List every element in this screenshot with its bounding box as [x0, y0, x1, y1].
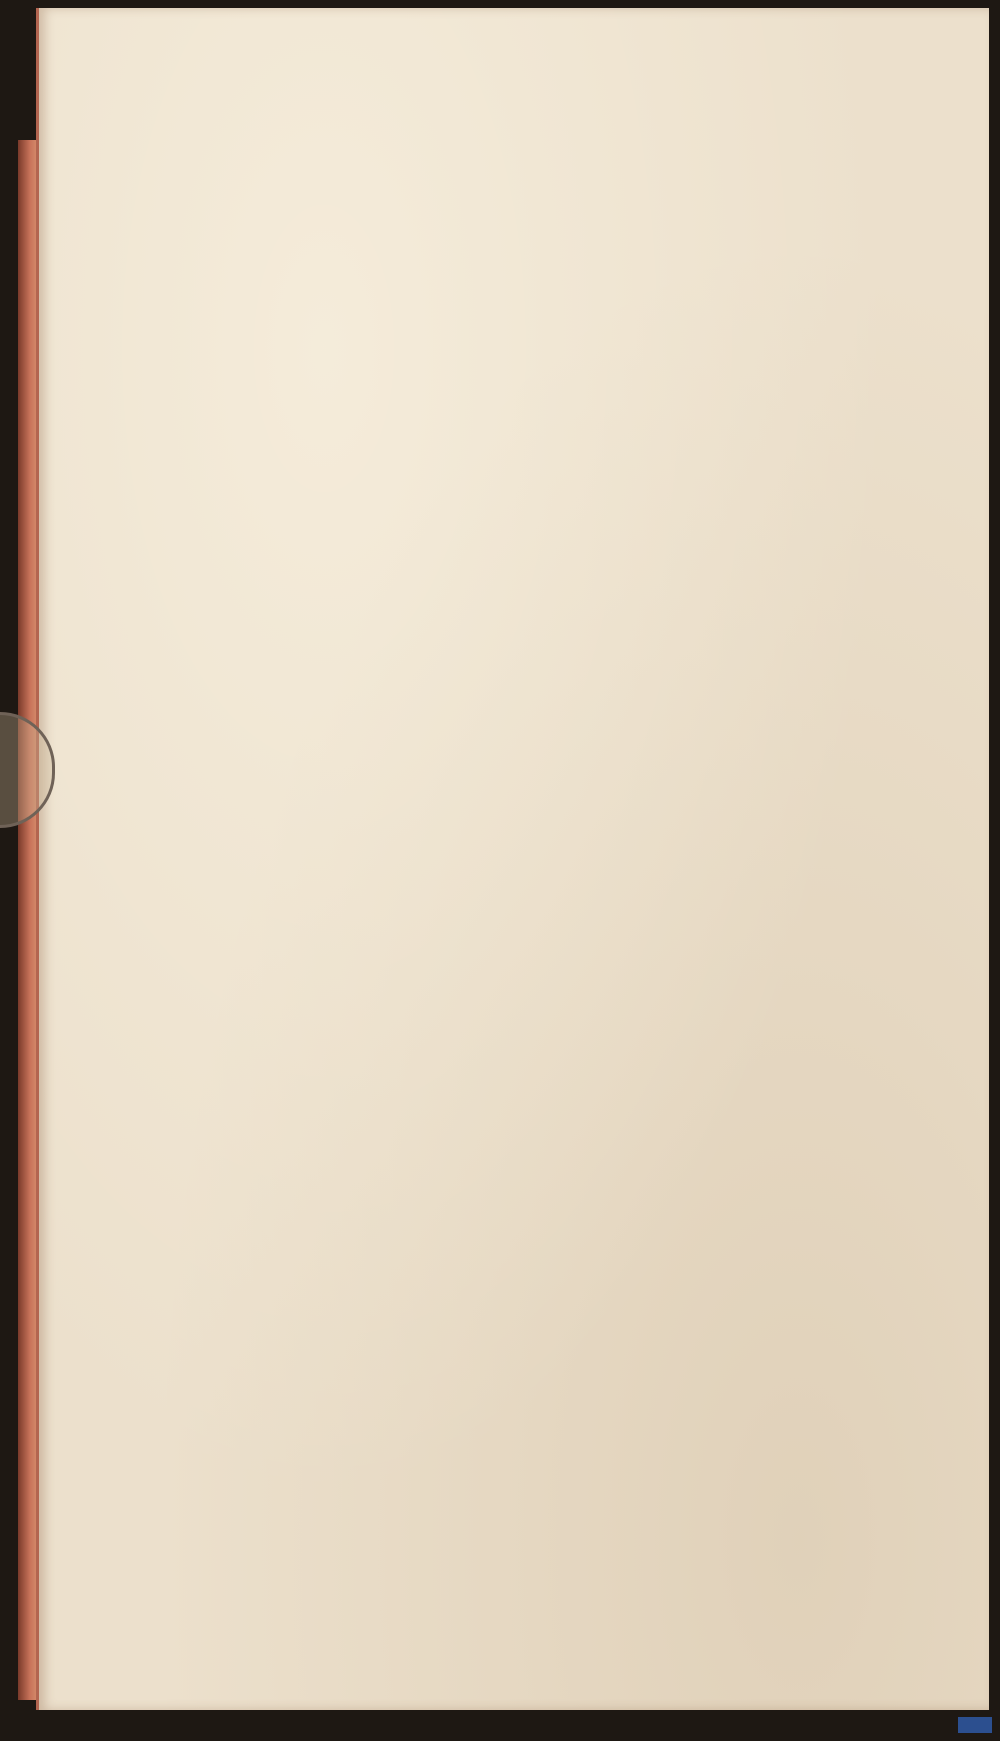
- dfg-logo: [958, 1717, 992, 1733]
- book-page: [36, 8, 989, 1710]
- running-head: [232, 78, 352, 109]
- digitization-footer: [0, 1712, 1000, 1741]
